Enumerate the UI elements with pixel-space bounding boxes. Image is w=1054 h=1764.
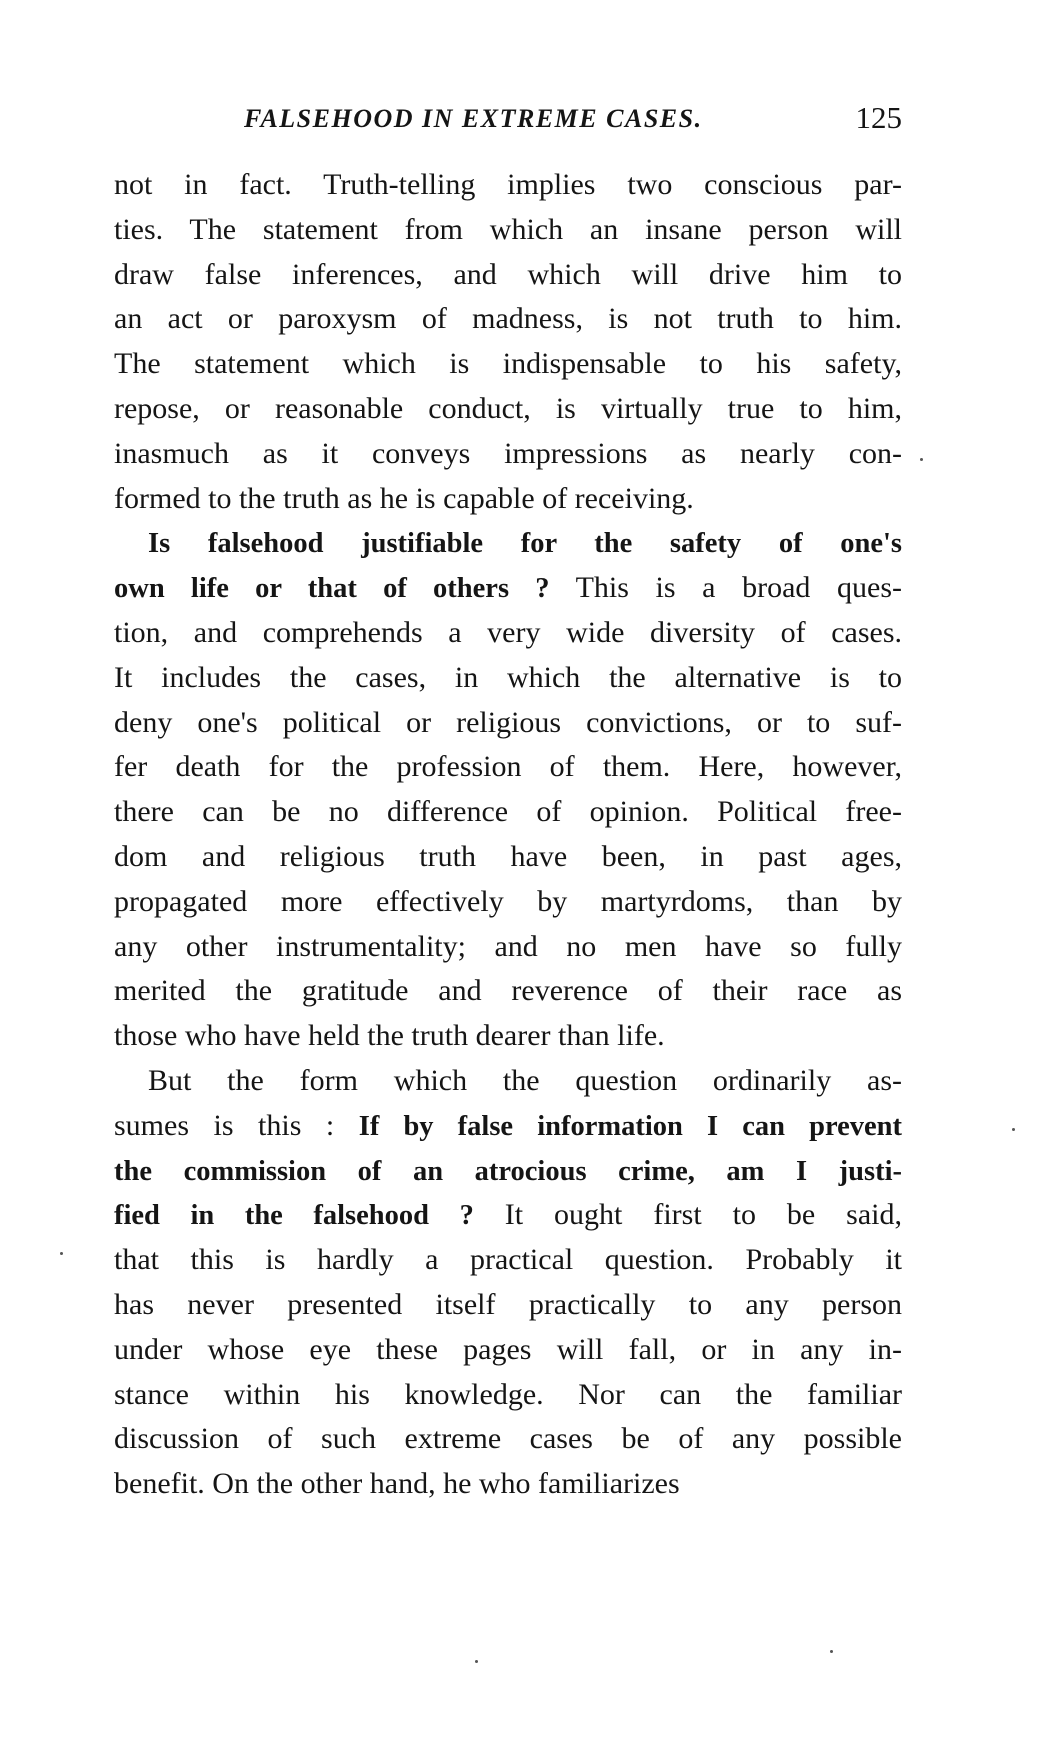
text-line: [114, 1149, 902, 1194]
line-text: The statement which is indispensable to his safety,: [114, 347, 902, 381]
line-text: stance within his knowledge. Nor can the familiar: [114, 1377, 902, 1411]
scan-speck: [1012, 1128, 1015, 1131]
text-line: [114, 1283, 902, 1328]
text-line: [114, 521, 902, 566]
line-text: that this is hardly a practical question. Probably it: [114, 1243, 902, 1277]
page-number: 125: [855, 100, 902, 135]
line-text: has never presented itself practically to any person: [114, 1287, 902, 1321]
text-line: [114, 1014, 902, 1059]
text-line: [114, 1328, 902, 1373]
text-line: [114, 1193, 902, 1238]
line-text: propagated more effectively by martyrdoms, than by: [114, 884, 902, 918]
scan-speck: [60, 1252, 63, 1255]
text-line: [114, 1104, 902, 1149]
bold-question-text: Is falsehood justifiable for the safety of one's: [148, 528, 902, 560]
text-line: [114, 208, 902, 253]
paragraph: [114, 1059, 902, 1507]
text-line: [114, 297, 902, 342]
text-line: [114, 1373, 902, 1418]
line-text: merited the gratitude and reverence of their race as: [114, 974, 902, 1008]
text-line: [114, 163, 902, 208]
line-text: dom and religious truth have been, in past ages,: [114, 839, 902, 873]
text-line: [114, 835, 902, 880]
text-line: [114, 880, 902, 925]
text-line: [114, 253, 902, 298]
line-text: repose, or reasonable conduct, is virtually true to him,: [114, 391, 902, 425]
text-line: [114, 790, 902, 835]
paragraph: [114, 521, 902, 1059]
line-text: there can be no difference of opinion. Political free-: [114, 795, 902, 829]
text-line: [114, 745, 902, 790]
bold-question-text: own life or that of others ?: [114, 573, 550, 605]
line-text: not in fact. Truth-telling implies two conscious par-: [114, 168, 902, 201]
text-line: [114, 342, 902, 387]
scan-speck: [830, 1650, 833, 1653]
line-text: under whose eye these pages will fall, or in any in-: [114, 1332, 902, 1366]
running-title: FALSEHOOD IN EXTREME CASES.: [244, 104, 703, 133]
line-text: discussion of such extreme cases be of any possible: [114, 1422, 902, 1456]
scan-speck: [920, 458, 923, 461]
bold-question-text: the commission of an atrocious crime, am I justi-: [114, 1155, 902, 1187]
line-text: It includes the cases, in which the alternative is to: [114, 660, 902, 694]
text-line: [114, 925, 902, 970]
text-line: [114, 1238, 902, 1283]
line-text: benefit. On the other hand, he who familiarizes: [114, 1467, 680, 1501]
text-line: [114, 969, 902, 1014]
text-line: [114, 432, 902, 477]
line-text: But the form which the question ordinarily as-: [148, 1063, 902, 1097]
line-text: ties. The statement from which an insane person will: [114, 212, 902, 246]
text-line: [114, 1059, 902, 1104]
bold-question-text: If by false information I can prevent: [358, 1110, 902, 1142]
text-line: [114, 566, 902, 611]
text-line: [114, 656, 902, 701]
line-text: inasmuch as it conveys impressions as nearly con-: [114, 436, 902, 470]
line-text: tion, and comprehends a very wide diversity of cases.: [114, 615, 902, 649]
line-text: fer death for the profession of them. Here, however,: [114, 750, 902, 784]
text-line: [114, 611, 902, 656]
line-text: deny one's political or religious convictions, or to suf-: [114, 705, 902, 739]
scan-speck: [475, 1660, 478, 1663]
line-text: formed to the truth as he is capable of receiving.: [114, 481, 694, 515]
line-text: sumes is this :: [114, 1108, 359, 1142]
text-line: [114, 701, 902, 746]
text-line: [114, 1462, 902, 1507]
text-line: [114, 387, 902, 432]
paragraph: [114, 163, 902, 521]
line-text: any other instrumentality; and no men have so fully: [114, 929, 902, 963]
line-text: an act or paroxysm of madness, is not truth to him.: [114, 302, 902, 336]
line-text: those who have held the truth dearer than life.: [114, 1019, 665, 1053]
page-body: [114, 163, 902, 1507]
line-text: This is a broad ques-: [549, 571, 902, 605]
text-line: [114, 1417, 902, 1462]
text-line: [114, 477, 902, 522]
line-text: draw false inferences, and which will drive him to: [114, 257, 902, 291]
running-header: [114, 100, 902, 144]
bold-question-text: fied in the falsehood ?: [114, 1200, 474, 1232]
line-text: It ought first to be said,: [473, 1198, 902, 1232]
